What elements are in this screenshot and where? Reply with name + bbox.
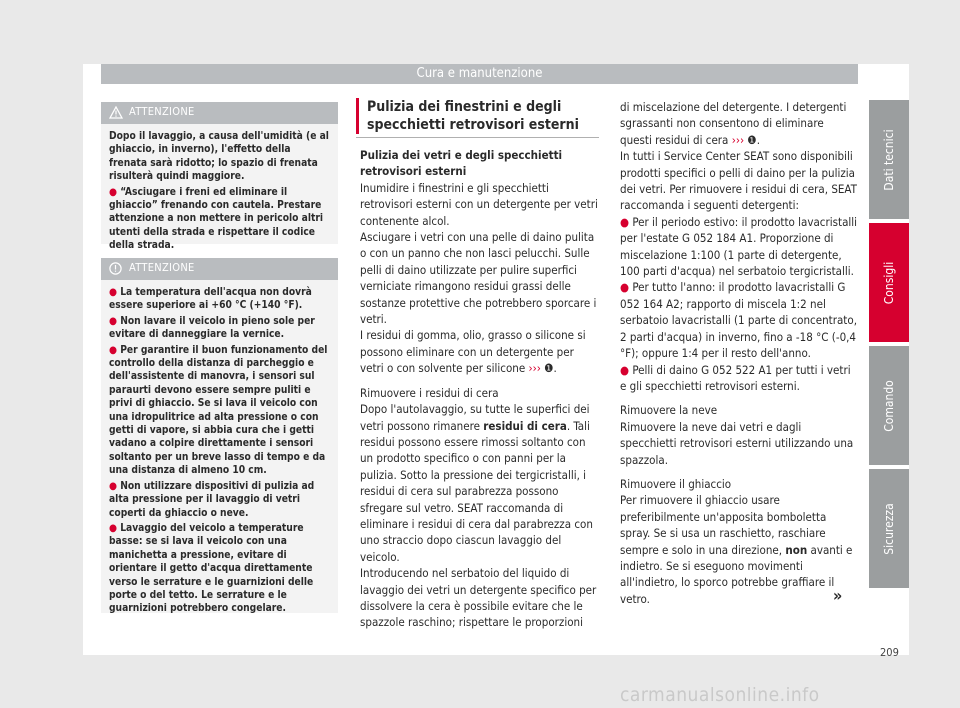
list-item: ● Per il periodo estivo: il prodotto lavacristalli per l'estate G 052 184 A1. Proporzione di miscelazione 1:100 (1 parte di detergente, 100 parti d'acqua) nel serbatoio tergicristalli. [620,214,858,279]
paragraph: di miscelazione del detergente. I detergenti sgrassanti non consentono di eliminare questi residui di cera ››› ❶. [620,100,847,147]
warning-label: ATTENZIONE [129,261,195,274]
title-divider [356,137,599,138]
page-number: 209 [880,646,899,659]
reference-arrow-icon[interactable]: ››› [731,132,745,147]
side-tab-label: Dati tecnici [882,128,896,191]
warning-bullet [109,522,330,616]
bullet-icon: ● [109,315,121,327]
side-tab-consigli[interactable] [869,223,909,342]
heading-neve: Rimuovere la neve [620,403,718,418]
warning-bullet [109,186,330,253]
warning-bullet [109,286,330,313]
paragraph: In tutti i Service Center SEAT sono disponibili prodotti specifici o pelli di daino per la pulizia dei vetri. Per rimuovere i residui di cera, SEAT raccomanda i seguenti detergenti: [620,149,857,213]
warning-triangle-icon [109,106,123,119]
section-title-block [356,98,607,134]
warning-box-header [101,102,338,124]
side-tab-label: Sicurezza [882,502,896,555]
warning-bullet-text: Non lavare il veicolo in pieno sole per evitare di danneggiare la vernice. [109,315,315,341]
side-tab-label: Consigli [882,261,896,304]
heading-cera: Rimuovere i residui di cera [360,385,499,400]
middle-column [360,147,600,631]
section-title: Pulizia dei finestrini e degli specchietti retrovisori esterni [367,99,579,133]
side-tab-comando[interactable] [869,346,909,465]
paragraph: Inumidire i finestrini e gli specchietti retrovisori esterni con un detergente per vetri contenente alcol. [360,180,598,228]
bullet-icon: ● [109,186,121,198]
warning-box-body [101,280,338,626]
warning-bullet-text: “Asciugare i freni ed eliminare il ghiaccio” frenando con cautela. Prestare attenzione a non mettere in pericolo altri utenti della strada e rispettare il codice della strada. [109,186,323,252]
paragraph: Introducendo nel serbatoio del liquido di lavaggio dei vetri un detergente specifico per dissolvere la cera è possibile evitare che le spazzole raschino; rispettare le proporzioni [360,566,597,630]
paragraph: Per rimuovere il ghiaccio usare preferibilmente un'apposita bomboletta spray. Se si usa un raschietto, raschiare sempre e solo in una direzione, non avanti e indietro. Se si eseguono movimenti all'indietro, lo sporco potrebbe graffiare il vetro. [620,493,853,606]
reference-arrow-icon[interactable]: ››› [528,361,541,376]
bullet-icon: ● [620,362,633,377]
side-tab-sicurezza[interactable] [869,469,909,588]
warning-text: Dopo il lavaggio, a causa dell'umidità (e al ghiaccio, in inverno), l'effetto della frenata sarà ridotto; lo spazio di frenata risulterà quindi maggiore. [109,131,329,183]
bullet-icon: ● [109,344,121,356]
list-item: ● Per tutto l'anno: il prodotto lavacristalli G 052 164 A2; rapporto di miscela 1:2 nel serbatoio lavacristalli (1 parte di concentrato, 2 parti d'acqua) in inverno, fino a -18 °C (-0,4 °F); oppure 1:4 per il resto dell'anno. [620,280,857,361]
warning-box-braking [101,102,338,252]
warning-box-body [101,124,338,263]
paragraph: I residui di gomma, olio, grasso o silicone si possono eliminare con un detergente per vetri o con solvente per silicone ››› ❶. [360,328,586,376]
warning-box-header [101,258,338,280]
watermark: carmanualsonline.info [620,684,820,706]
bullet-icon: ● [109,522,121,534]
warning-bullet-text: La temperatura dell'acqua non dovrà essere superiore ai +60 °C (+140 °F). [109,287,312,312]
side-tab-label: Comando [882,379,896,432]
warning-box-washing [101,258,338,613]
warning-bullet-text: Per garantire il buon funzionamento del controllo della distanza di parcheggio e dell'assistente di manovra, i sensori sul paraurti devono essere sempre puliti e privi di ghiaccio. Se si lava il veicolo con una idropulitrice ad alta pressione o con getti di vapore, si abbia cura che i getti vadano a colpire direttamente i sensori soltanto per un breve lasso di tempo e da una distanza di almeno 10 cm. [109,344,328,477]
warning-ref-icon: ❶ [747,132,757,147]
warning-bullet [109,344,330,478]
page-header [101,64,858,84]
heading-ghiaccio: Rimuovere il ghiaccio [620,476,732,491]
subheading: Pulizia dei vetri e degli specchietti retrovisori esterni [360,148,563,179]
warning-bullet-text: Non utilizzare dispositivi di pulizia ad alta pressione per il lavaggio di vetri coperti da ghiaccio o neve. [109,480,315,519]
warning-bullet-text: Lavaggio del veicolo a temperature basse: se si lava il veicolo con una manichetta a pressione, evitare di orientare il getto d'acqua direttamente verso le serrature e le guarnizioni delle porte o del tetto. Le serrature e le guarnizioni potrebbero congelare. [109,522,314,615]
bullet-icon: ● [620,280,633,295]
header-title: Cura e manutenzione [416,66,543,81]
paragraph: Rimuovere la neve dai vetri e dagli specchietti retrovisori esterni utilizzando una spazzola. [620,419,854,467]
continue-arrow-icon[interactable]: » [833,586,843,605]
info-circle-icon [109,262,122,275]
bullet-icon: ● [109,480,121,492]
paragraph: Asciugare i vetri con una pelle di daino pulita o con un panno che non lasci pelucchi. Sulle pelli di daino utilizzate per pulire superfici verniciate rimangono residui grassi delle sostanze protettive che potrebbero sporcare i vetri. [360,230,597,327]
side-tab-dati-tecnici[interactable] [869,100,909,219]
right-column [620,99,858,607]
warning-bullet [109,480,330,520]
warning-bullet [109,315,330,342]
bullet-icon: ● [620,214,633,229]
list-item: ● Pelli di daino G 052 522 A1 per tutti i vetri e gli specchietti retrovisori esterni. [620,362,851,393]
warning-label: ATTENZIONE [129,105,195,118]
warning-ref-icon: ❶ [544,361,554,376]
bullet-icon: ● [109,287,121,298]
paragraph: Dopo l'autolavaggio, su tutte le superfici dei vetri possono rimanere residui di cera. Tali residui possono essere rimossi soltanto con un prodotto specifico o con panni per la pulizia. Sotto la pressione dei tergicristalli, i residui di cera sul parabrezza possono sfregare sul vetro. SEAT raccomanda di eliminare i residui di cera dal parabrezza con uno straccio dopo ciascun lavaggio del veicolo. [360,402,593,564]
